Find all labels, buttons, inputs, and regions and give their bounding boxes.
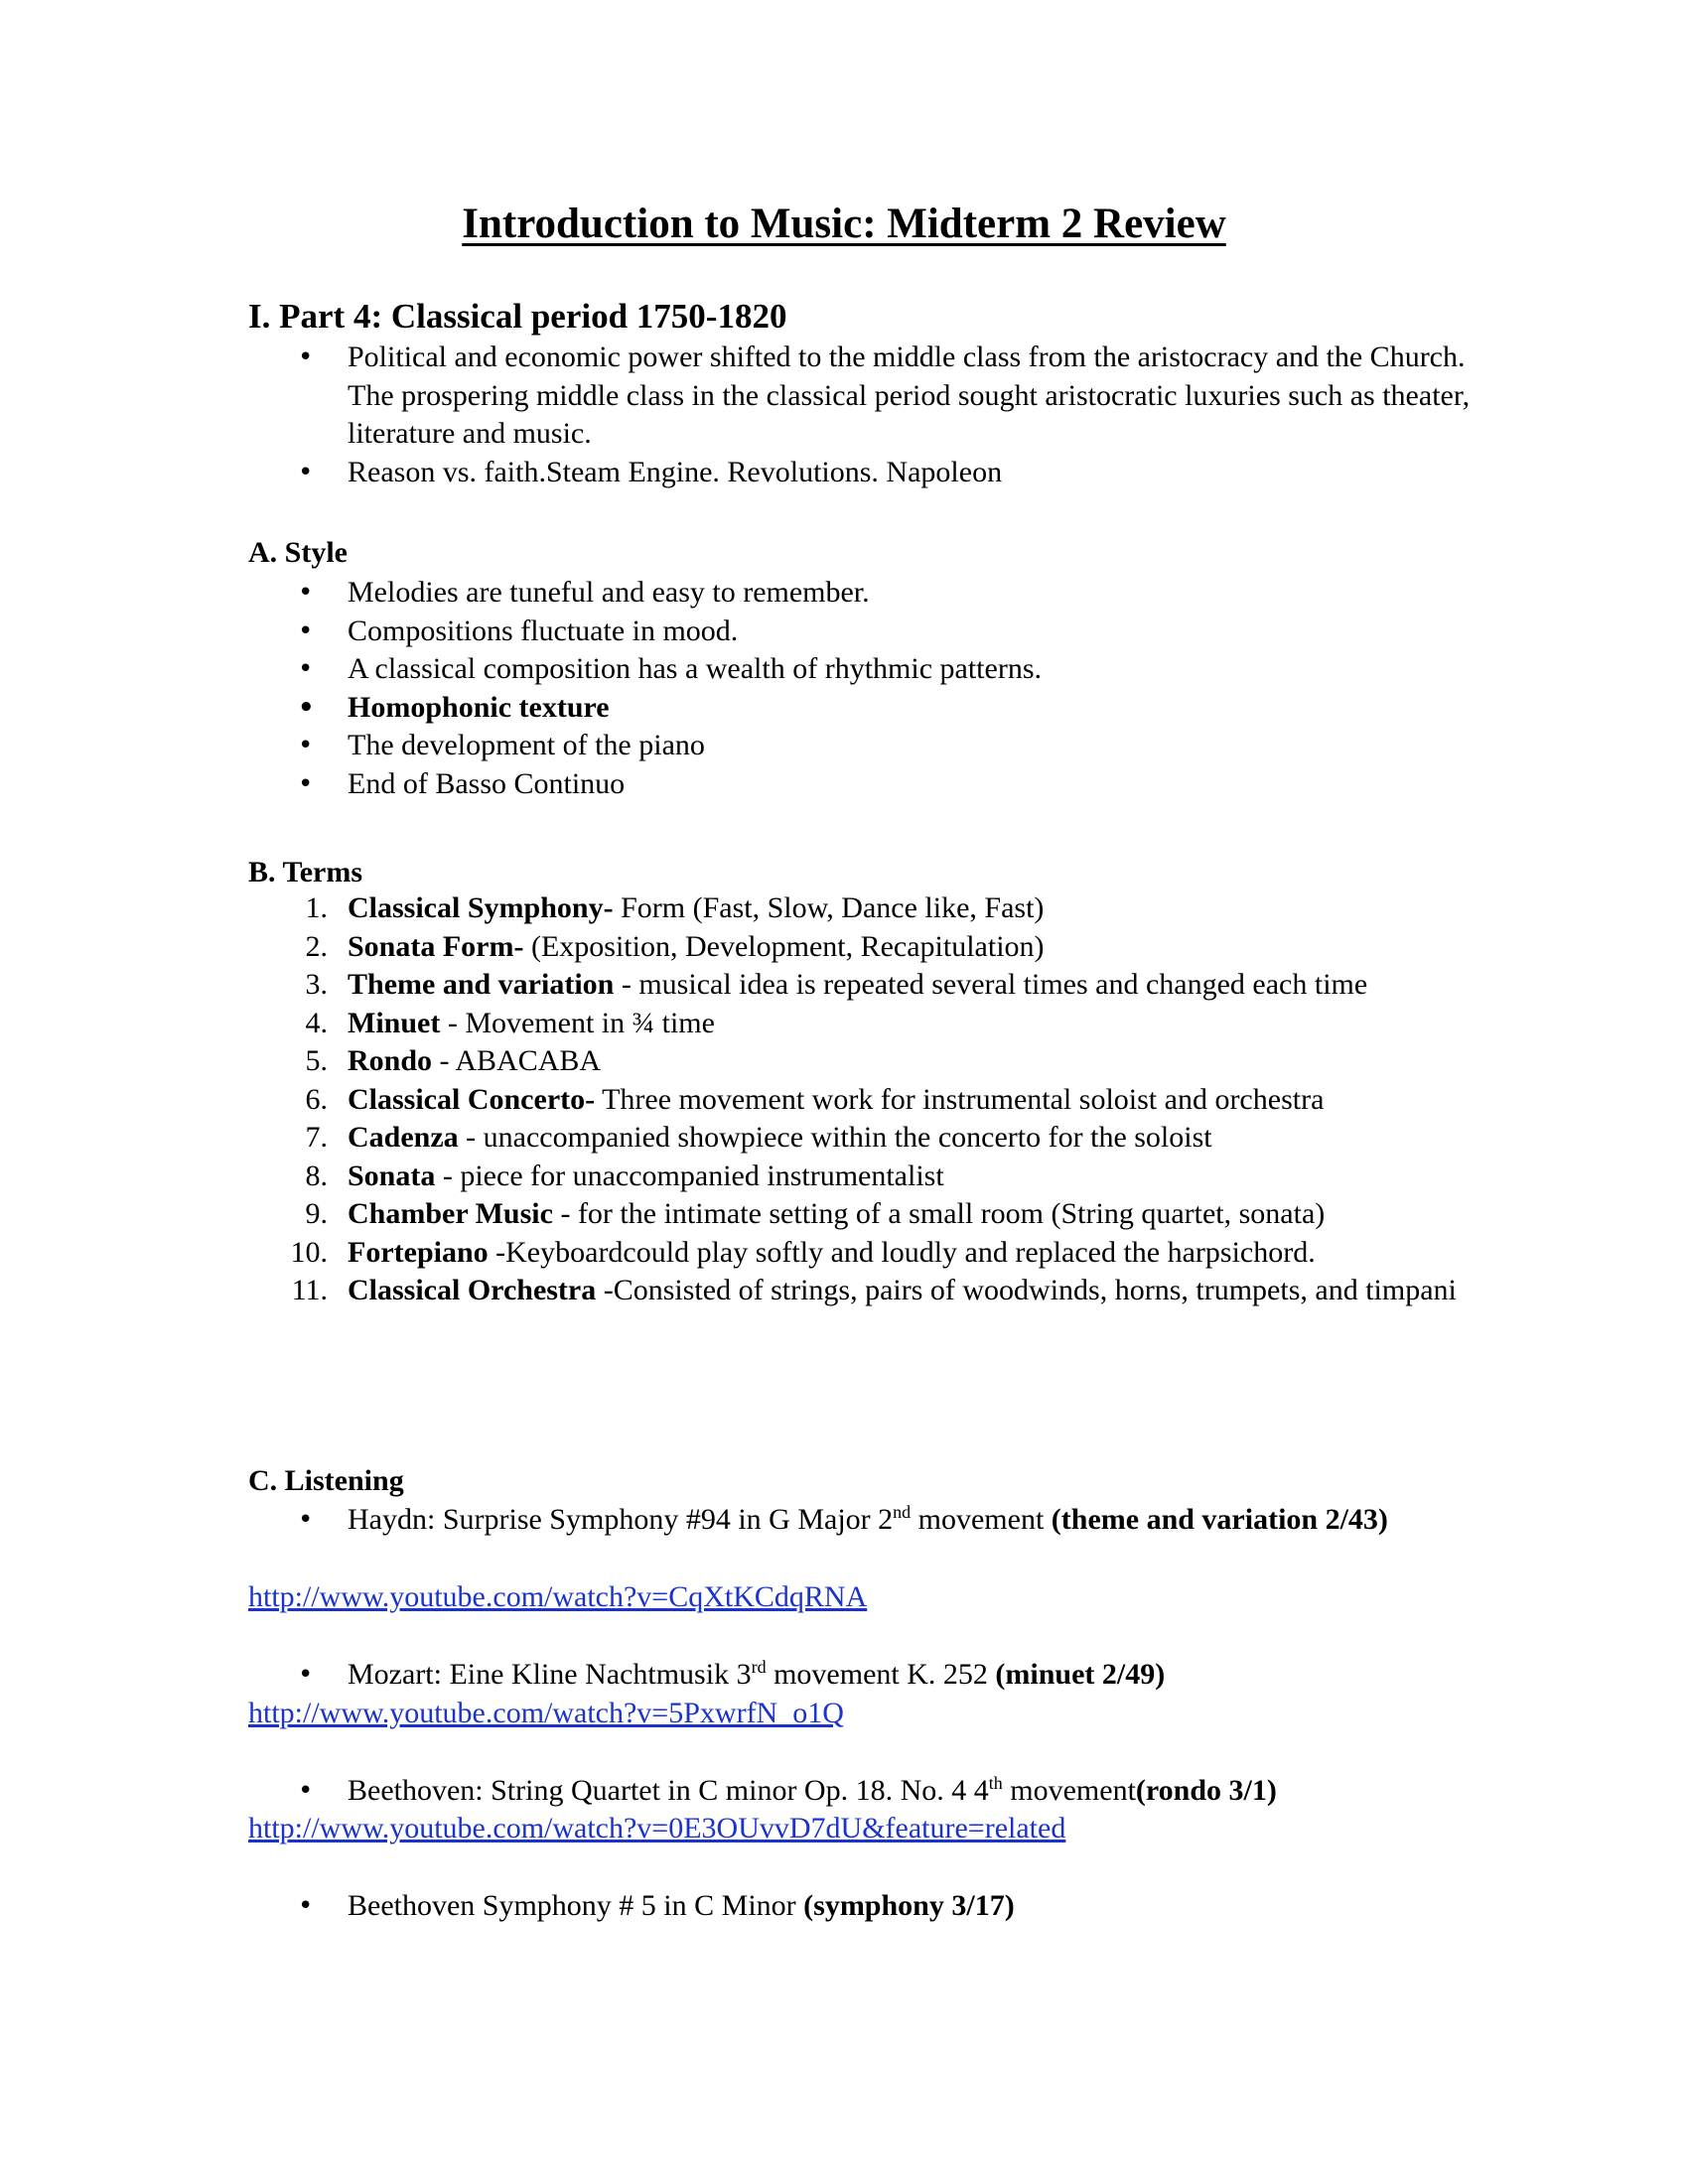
- part-heading: I. Part 4: Classical period 1750-1820: [248, 297, 787, 336]
- terms-heading: B. Terms: [248, 856, 363, 888]
- term-name: Cadenza: [348, 1121, 459, 1154]
- term-name: Theme and variation: [348, 968, 615, 1001]
- term-item: [248, 1042, 1489, 1081]
- youtube-link[interactable]: http://www.youtube.com/watch?v=5PxwrfN_o1Q: [248, 1697, 844, 1729]
- list-item: • Compositions fluctuate in mood.: [248, 613, 1489, 651]
- list-item: • Homophonic texture: [248, 689, 1489, 728]
- term-item: [248, 1081, 1489, 1120]
- list-item: • Mozart: Eine Kline Nachtmusik 3rd movement K. 252 (minuet 2/49): [248, 1656, 1489, 1695]
- term-definition: - Movement in ¾ time: [440, 1006, 715, 1039]
- term-item: [248, 1195, 1489, 1234]
- term-item: [248, 889, 1489, 928]
- term-definition: - piece for unaccompanied instrumentalist: [435, 1159, 944, 1192]
- listening-item: [248, 1772, 1489, 1811]
- term-definition: -Consisted of strings, pairs of woodwinds, horns, trumpets, and timpani: [596, 1274, 1457, 1306]
- listening-item: [248, 1656, 1489, 1695]
- term-definition: - ABACABA: [432, 1044, 602, 1077]
- term-name: Sonata: [348, 1159, 436, 1192]
- term-definition: - unaccompanied showpiece within the concerto for the soloist: [458, 1121, 1212, 1154]
- term-item: [248, 1234, 1489, 1273]
- style-list: [248, 574, 1489, 803]
- style-heading: A. Style: [248, 536, 348, 569]
- term-name: Classical Concerto-: [348, 1082, 596, 1116]
- intro-list: [248, 339, 1489, 491]
- term-definition: - musical idea is repeated several times and changed each time: [614, 968, 1368, 1001]
- term-number: 10.: [290, 1235, 328, 1269]
- term-definition: Three movement work for instrumental soloist and orchestra: [595, 1082, 1325, 1116]
- terms-list: [248, 889, 1489, 1310]
- term-name: Minuet: [348, 1006, 441, 1039]
- term-item: [248, 928, 1489, 967]
- term-name: Classical Orchestra: [348, 1274, 597, 1306]
- term-item: [248, 966, 1489, 1005]
- list-item: • The development of the piano: [248, 727, 1489, 765]
- term-name: Fortepiano: [348, 1235, 489, 1269]
- term-number: 5.: [305, 1044, 328, 1077]
- term-number: 6.: [305, 1082, 328, 1116]
- term-name: Classical Symphony-: [348, 891, 614, 924]
- term-number: 9.: [305, 1197, 328, 1230]
- term-definition: -Keyboardcould play softly and loudly and replaced the harpsichord.: [488, 1235, 1316, 1269]
- term-name: Chamber Music: [348, 1197, 553, 1230]
- term-item: [248, 1272, 1489, 1310]
- term-definition: Form (Fast, Slow, Dance like, Fast): [613, 891, 1045, 924]
- term-item: [248, 1119, 1489, 1158]
- list-item: • Beethoven: String Quartet in C minor Op. 18. No. 4 4th movement(rondo 3/1): [248, 1772, 1489, 1811]
- list-item: • Reason vs. faith.Steam Engine. Revolutions. Napoleon: [248, 454, 1489, 492]
- youtube-link[interactable]: http://www.youtube.com/watch?v=0E3OUvvD7dU&feature=related: [248, 1812, 1066, 1844]
- term-item: [248, 1005, 1489, 1043]
- listening-item: [248, 1887, 1489, 1926]
- term-number: 8.: [305, 1159, 328, 1192]
- list-item: • Melodies are tuneful and easy to remember.: [248, 574, 1489, 613]
- listening-item: [248, 1501, 1489, 1540]
- list-item: • End of Basso Continuo: [248, 765, 1489, 804]
- term-number: 7.: [305, 1121, 328, 1154]
- youtube-link[interactable]: http://www.youtube.com/watch?v=CqXtKCdqRNA: [248, 1580, 868, 1613]
- term-name: Rondo: [348, 1044, 433, 1077]
- list-item: • Haydn: Surprise Symphony #94 in G Major 2nd movement (theme and variation 2/43): [248, 1501, 1489, 1540]
- listening-heading: C. Listening: [248, 1464, 404, 1497]
- term-number: 4.: [305, 1006, 328, 1039]
- term-definition: (Exposition, Development, Recapitulation): [523, 929, 1045, 963]
- list-item: • Political and economic power shifted to the middle class from the aristocracy and the Church. The prospering middle class in the classical period sought aristocratic luxuries such as theater, literature and music.: [248, 339, 1489, 454]
- list-item: • A classical composition has a wealth of rhythmic patterns.: [248, 650, 1489, 689]
- term-definition: - for the intimate setting of a small room (String quartet, sonata): [552, 1197, 1326, 1230]
- document-title: Introduction to Music: Midterm 2 Review: [462, 201, 1226, 247]
- term-name: Sonata Form-: [348, 929, 524, 963]
- term-number: 2.: [305, 929, 328, 963]
- term-number: 3.: [305, 968, 328, 1001]
- list-item: • Beethoven Symphony # 5 in C Minor (symphony 3/17): [248, 1887, 1489, 1926]
- term-number: 1.: [305, 891, 328, 924]
- term-item: [248, 1158, 1489, 1196]
- term-number: 11.: [291, 1274, 328, 1306]
